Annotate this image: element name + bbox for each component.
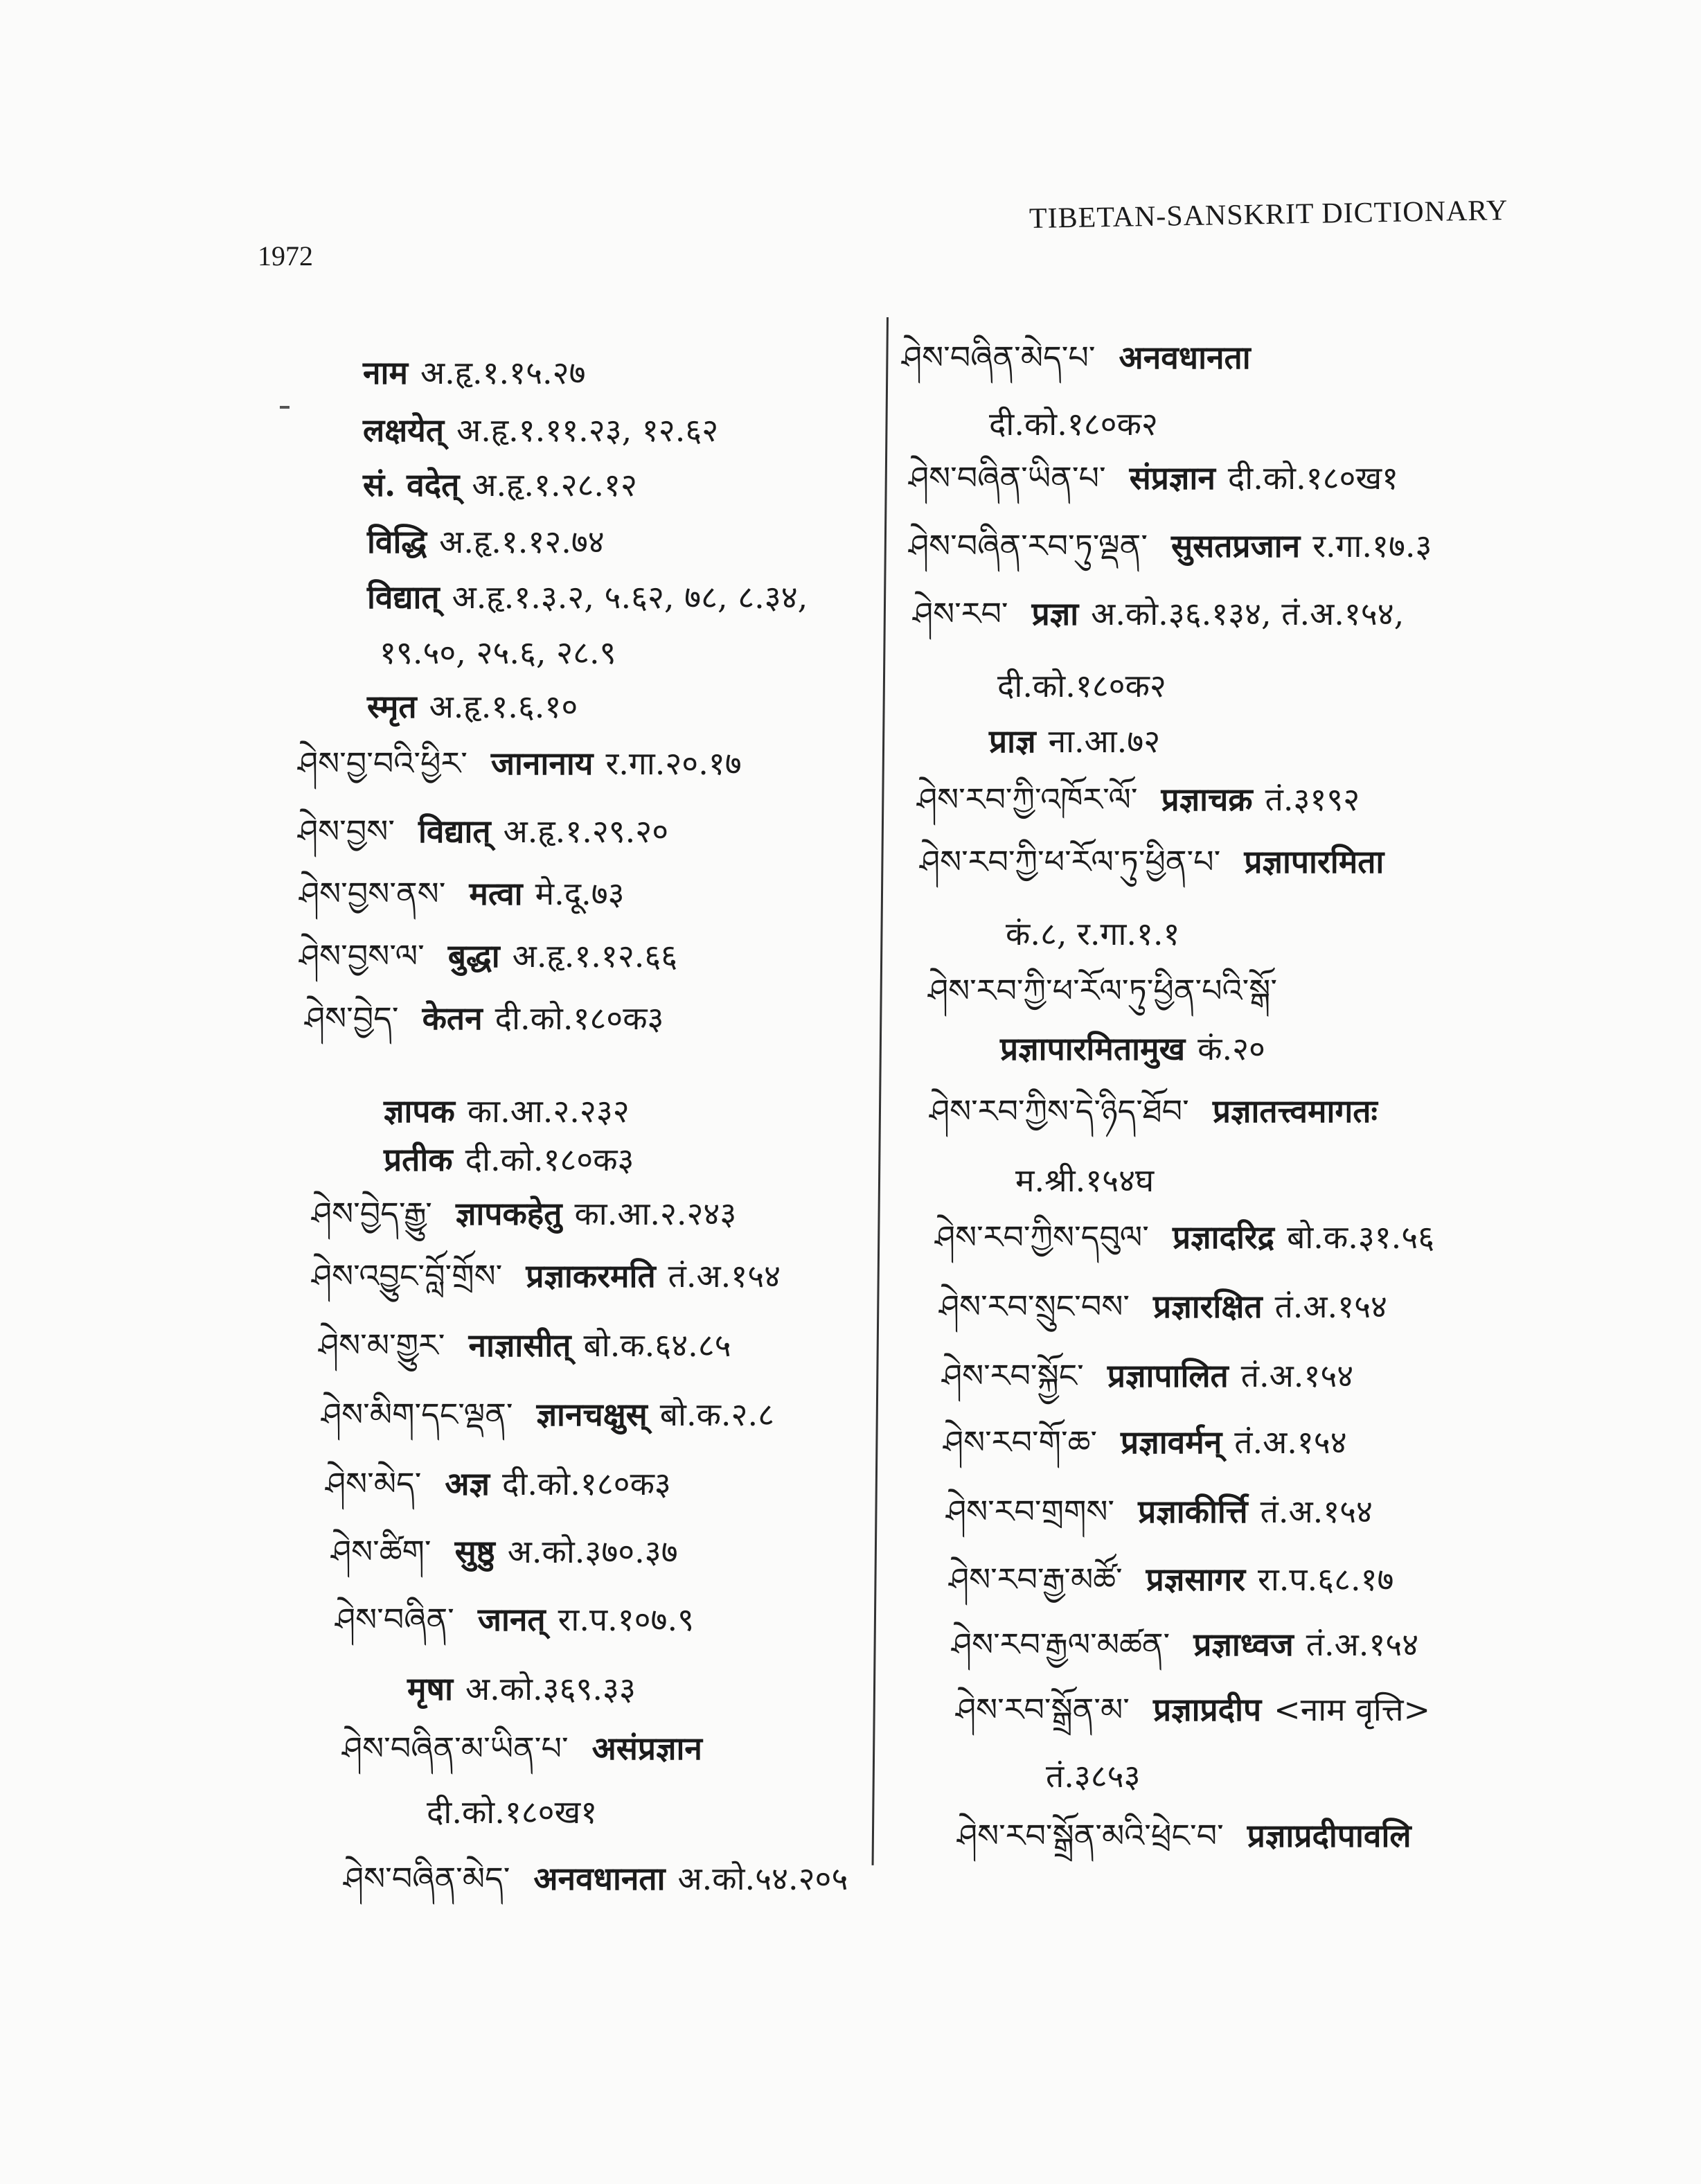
sanskrit-term: नाज्ञासीत् bbox=[468, 1326, 571, 1364]
source-reference: दी.को.१८०क३ bbox=[465, 1141, 634, 1178]
sanskrit-term: अनवधानता bbox=[533, 1860, 666, 1897]
dictionary-entry bbox=[339, 409, 718, 451]
source-reference: तं.अ.१५४ bbox=[1240, 1357, 1354, 1394]
dictionary-entry bbox=[909, 457, 1398, 499]
source-reference: दी.को.१८०क३ bbox=[502, 1465, 671, 1502]
source-reference: तं.अ.१५४ bbox=[1306, 1626, 1419, 1663]
dictionary-entry bbox=[935, 1216, 1434, 1258]
dictionary-entry bbox=[342, 1728, 715, 1769]
sanskrit-term: प्रज्ञाकीर्त्ति bbox=[1138, 1493, 1248, 1530]
sanskrit-term: प्रतीक bbox=[384, 1141, 453, 1178]
dictionary-entry bbox=[384, 1668, 636, 1710]
tibetan-term: ཤེས་མ་གྱུར་ bbox=[319, 1326, 445, 1364]
sanskrit-term: प्रज्ञारक्षित bbox=[1153, 1288, 1263, 1325]
dictionary-entry bbox=[953, 403, 1158, 445]
source-reference: अ.हृ.१.२९.२० bbox=[503, 813, 669, 850]
dictionary-entry bbox=[946, 1491, 1373, 1532]
sanskrit-term: प्रज्ञापारमिता bbox=[1244, 843, 1384, 880]
tibetan-term: ཤེས་རབ་སྐྱོང་ bbox=[942, 1357, 1084, 1394]
source-reference: कं.८, र.गा.१.१ bbox=[1006, 915, 1180, 952]
tibetan-term: ཤེས་བྱེད་རྒྱུ་ bbox=[312, 1195, 432, 1232]
sanskrit-term: प्रज्ञापालित bbox=[1107, 1357, 1229, 1394]
tibetan-term: ཤེས་བཞིན་ bbox=[335, 1601, 454, 1638]
sanskrit-term: प्रज्ञसागर bbox=[1146, 1561, 1246, 1598]
tibetan-term: ཤེས་མིག་དང་ལྡན་ bbox=[321, 1396, 513, 1433]
sanskrit-term: अनवधानता bbox=[1119, 339, 1251, 376]
source-reference: दी.को.१८०क२ bbox=[997, 667, 1166, 704]
dictionary-entry bbox=[952, 1624, 1418, 1665]
dictionary-entry bbox=[943, 1421, 1347, 1463]
tibetan-term: ཤེས་བྱས་ལ་ bbox=[299, 937, 425, 975]
source-reference: अ.को.३७०.३७ bbox=[507, 1533, 678, 1570]
dictionary-entry bbox=[335, 1599, 694, 1640]
sanskrit-term: प्रज्ञावर्मन् bbox=[1121, 1423, 1222, 1461]
sanskrit-term: अज्ञ bbox=[445, 1465, 490, 1502]
sanskrit-term: विद्धि bbox=[367, 523, 427, 560]
sanskrit-term: सं. वदेत् bbox=[363, 466, 460, 504]
page-number: 1972 bbox=[258, 240, 313, 272]
tibetan-term: ཤེས་ཚིག་ bbox=[331, 1533, 431, 1570]
dictionary-entry bbox=[965, 720, 1160, 762]
dictionary-entry bbox=[977, 1028, 1265, 1069]
tibetan-term: ཤེས་བཞིན་མེད་པ་ bbox=[902, 339, 1096, 376]
dictionary-entry bbox=[928, 970, 1313, 1011]
tibetan-term: ཤེས་རབ་ཀྱི་ཕ་རོལ་ཏུ་ཕྱིན་པ་ bbox=[920, 843, 1221, 880]
tibetan-term: ཤེས་རབ་གྲགས་ bbox=[946, 1493, 1115, 1530]
tibetan-term: ཤེས་བཞིན་རབ་ཏུ་ལྡན་ bbox=[909, 527, 1148, 565]
dictionary-entry bbox=[305, 997, 664, 1039]
dictionary-entry bbox=[298, 810, 668, 852]
dictionary-entry bbox=[902, 337, 1263, 378]
dictionary-entry bbox=[331, 1531, 678, 1572]
dictionary-entry bbox=[961, 665, 1166, 707]
tibetan-term: ཤེས་རབ་ཀྱིས་དབུལ་ bbox=[935, 1218, 1149, 1256]
sanskrit-term: प्रज्ञाकरमति bbox=[526, 1257, 656, 1295]
tibetan-term: ཤེས་རབ་སྲུང་བས་ bbox=[939, 1288, 1130, 1325]
tibetan-term: ཤེས་བྱ་བའི་ཕྱིར་ bbox=[298, 745, 467, 782]
dictionary-entry bbox=[1010, 1755, 1141, 1797]
dictionary-entry bbox=[344, 632, 616, 673]
source-reference: अ.को.३६९.३३ bbox=[465, 1670, 636, 1707]
stray-mark bbox=[280, 406, 290, 409]
sanskrit-term: प्रज्ञापारमितामुख bbox=[1000, 1030, 1186, 1067]
sanskrit-term: ज्ञापकहेतु bbox=[455, 1195, 562, 1232]
sanskrit-term: लक्षयेत् bbox=[363, 411, 445, 449]
sanskrit-term: संप्रज्ञान bbox=[1129, 459, 1215, 497]
tibetan-term: ཤེས་རབ་ཀྱི་ཕ་རོལ་ཏུ་ཕྱིན་པའི་སྒོ་ bbox=[928, 972, 1278, 1009]
source-reference: दी.को.१८०ख१ bbox=[427, 1793, 598, 1831]
source-reference: रा.प.६८.१७ bbox=[1258, 1561, 1394, 1598]
source-reference: र.गा.१७.३ bbox=[1312, 527, 1432, 565]
dictionary-entry bbox=[949, 1559, 1393, 1600]
dictionary-entry bbox=[917, 779, 1360, 820]
source-reference: अ.हृ.१.१२.६६ bbox=[512, 937, 678, 975]
source-reference: बो.क.३१.५६ bbox=[1287, 1218, 1435, 1256]
sanskrit-term: जानानाय bbox=[490, 745, 594, 782]
source-reference: दी.को.१८०ख१ bbox=[1227, 459, 1398, 497]
sanskrit-term: प्रज्ञाप्रदीप bbox=[1152, 1691, 1262, 1728]
sanskrit-term: प्रज्ञा bbox=[1031, 595, 1079, 632]
sanskrit-term: सुसतप्रजान bbox=[1171, 527, 1301, 565]
tibetan-term: ཤེས་རབ་རྒྱ་མཚོ་ bbox=[949, 1561, 1123, 1598]
source-reference: अ.हृ.१.११.२३, १२.६२ bbox=[456, 411, 719, 449]
source-reference: अ.हृ.१.१५.२७ bbox=[420, 354, 586, 391]
dictionary-entry bbox=[344, 1858, 848, 1899]
dictionary-entry bbox=[312, 1193, 736, 1234]
dictionary-entry bbox=[913, 593, 1404, 634]
source-reference: बो.क.६४.८५ bbox=[583, 1326, 731, 1364]
sanskrit-term: बुद्धा bbox=[447, 937, 500, 975]
source-reference: दी.को.१८०क२ bbox=[989, 405, 1158, 443]
tibetan-term: ཤེས་བྱས་ bbox=[298, 813, 395, 850]
source-reference: कं.२० bbox=[1197, 1030, 1265, 1067]
source-reference: तं.३८५३ bbox=[1046, 1757, 1141, 1795]
source-reference: १९.५०, २५.६, २८.९ bbox=[380, 634, 616, 671]
sanskrit-term: स्मृत bbox=[367, 688, 417, 725]
source-reference: अ.को.३६.१३४, तं.अ.१५४, bbox=[1091, 595, 1405, 632]
sanskrit-term: प्रज्ञाध्वज bbox=[1193, 1626, 1294, 1663]
dictionary-entry bbox=[956, 1689, 1430, 1730]
dictionary-entry bbox=[360, 1139, 634, 1180]
running-head: TIBETAN-SANSKRIT DICTIONARY bbox=[1028, 194, 1508, 236]
tibetan-term: ཤེས་འབྱུང་བློ་གྲོས་ bbox=[312, 1257, 503, 1295]
source-reference: मे.दू.७३ bbox=[535, 875, 625, 912]
tibetan-term: ཤེས་བྱས་ནས་ bbox=[299, 875, 446, 912]
source-reference: र.गा.२०.१७ bbox=[605, 745, 742, 782]
source-reference: म.श्री.१५४घ bbox=[1015, 1162, 1155, 1199]
dictionary-entry bbox=[339, 352, 586, 393]
dictionary-entry bbox=[929, 1090, 1390, 1132]
tibetan-term: ཤེས་བཞིན་མེད་ bbox=[344, 1860, 510, 1897]
dictionary-entry bbox=[939, 1286, 1387, 1327]
dictionary-entry bbox=[920, 841, 1396, 882]
source-reference: तं.अ.१५४ bbox=[1260, 1493, 1373, 1530]
dictionary-entry bbox=[344, 576, 808, 618]
sanskrit-term: प्रज्ञाप्रदीपावलि bbox=[1247, 1817, 1411, 1854]
source-reference: तं.अ.१५४ bbox=[668, 1257, 781, 1295]
tibetan-term: ཤེས་རབ་སྒྲོན་མ་ bbox=[956, 1691, 1130, 1728]
tibetan-term: ཤེས་བཞིན་ཡིན་པ་ bbox=[909, 459, 1106, 497]
tibetan-term: ཤེས་རབ་གོ་ཆ་ bbox=[943, 1423, 1098, 1461]
dictionary-entry bbox=[312, 1255, 781, 1297]
source-reference: तं.अ.१५४ bbox=[1274, 1288, 1387, 1325]
dictionary-entry bbox=[339, 464, 637, 506]
source-reference: अ.हृ.१.३.२, ५.६२, ७८, ८.३४, bbox=[452, 578, 808, 616]
sanskrit-term: केतन bbox=[422, 1000, 483, 1037]
sanskrit-term: ज्ञापक bbox=[384, 1092, 455, 1130]
source-reference: अ.हृ.१.६.१० bbox=[429, 688, 578, 725]
dictionary-entry bbox=[979, 1160, 1154, 1201]
sanskrit-term: प्राज्ञ bbox=[989, 722, 1036, 760]
sanskrit-term: विद्यात् bbox=[418, 813, 491, 850]
sanskrit-term: प्रज्ञातत्त्वमागतः bbox=[1212, 1092, 1378, 1130]
source-reference: <नाम वृत्ति> bbox=[1274, 1691, 1431, 1728]
dictionary-entry bbox=[299, 935, 677, 977]
tibetan-term: ཤེས་རབ་རྒྱལ་མཚན་ bbox=[952, 1626, 1170, 1663]
dictionary-entry bbox=[319, 1324, 731, 1366]
sanskrit-term: जानत् bbox=[477, 1601, 546, 1638]
dictionary-entry bbox=[909, 525, 1432, 567]
tibetan-term: ཤེས་རབ་ཀྱི་འཁོར་ལོ་ bbox=[917, 781, 1138, 818]
dictionary-entry bbox=[344, 521, 605, 562]
sanskrit-term: प्रज्ञादरिद्र bbox=[1172, 1218, 1275, 1256]
sanskrit-term: मत्वा bbox=[469, 875, 523, 912]
tibetan-term: ཤེས་རབ་སྒྲོན་མའི་ཕྲེང་བ་ bbox=[957, 1817, 1224, 1854]
sanskrit-term: ज्ञानचक्षुस् bbox=[536, 1396, 648, 1433]
sanskrit-term: प्रज्ञाचक्र bbox=[1161, 781, 1253, 818]
source-reference: अ.को.५४.२०५ bbox=[677, 1860, 848, 1897]
tibetan-term: ཤེས་བྱེད་ bbox=[305, 1000, 399, 1037]
source-reference: तं.अ.१५४ bbox=[1234, 1423, 1347, 1461]
source-reference: का.आ.२.२३२ bbox=[467, 1092, 630, 1130]
source-reference: ना.आ.७२ bbox=[1048, 722, 1161, 760]
dictionary-entry bbox=[298, 743, 742, 784]
sanskrit-term: विद्यात् bbox=[367, 578, 440, 616]
tibetan-term: ཤེས་མེད་ bbox=[326, 1465, 422, 1502]
source-reference: तं.३१९२ bbox=[1265, 781, 1360, 818]
source-reference: रा.प.१०७.९ bbox=[558, 1601, 695, 1638]
dictionary-entry bbox=[360, 1090, 630, 1132]
dictionary-entry bbox=[344, 686, 578, 727]
tibetan-term: ཤེས་རབ་ bbox=[913, 595, 1008, 632]
dictionary-entry bbox=[299, 873, 625, 914]
dictionary-entry bbox=[321, 1394, 774, 1435]
sanskrit-term: नाम bbox=[363, 354, 408, 391]
source-reference: अ.हृ.१.१२.७४ bbox=[439, 523, 605, 560]
source-reference: का.आ.२.२४३ bbox=[574, 1195, 737, 1232]
sanskrit-term: असंप्रज्ञान bbox=[591, 1730, 702, 1767]
sanskrit-term: सुष्ठु bbox=[454, 1533, 495, 1570]
dictionary-entry bbox=[326, 1463, 671, 1504]
source-reference: अ.हृ.१.२८.१२ bbox=[472, 466, 637, 504]
tibetan-term: ཤེས་བཞིན་མ་ཡིན་པ་ bbox=[342, 1730, 569, 1767]
dictionary-entry bbox=[391, 1791, 597, 1833]
column-divider bbox=[872, 317, 889, 1865]
sanskrit-term: मृषा bbox=[407, 1670, 454, 1707]
dictionary-entry bbox=[942, 1355, 1353, 1396]
source-reference: दी.को.१८०क३ bbox=[495, 1000, 664, 1037]
source-reference: बो.क.२.८ bbox=[659, 1396, 774, 1433]
dictionary-entry bbox=[957, 1815, 1424, 1856]
dictionary-entry bbox=[970, 913, 1179, 955]
tibetan-term: ཤེས་རབ་ཀྱིས་དེ་ཉིད་ཐོབ་ bbox=[929, 1092, 1189, 1130]
